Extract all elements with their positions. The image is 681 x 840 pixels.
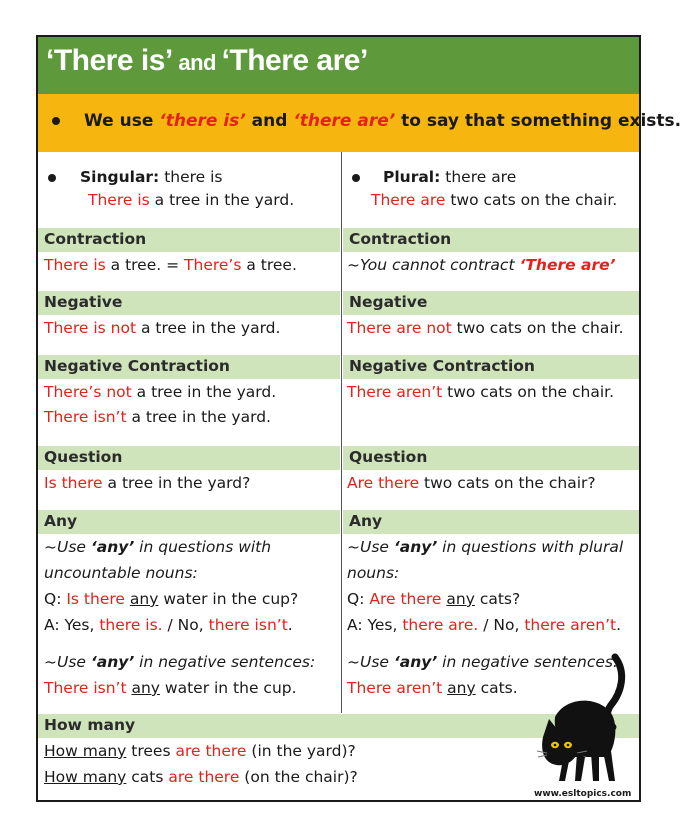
any-right-a-post: . — [616, 616, 622, 634]
any-right-q-post: cats? — [474, 590, 521, 608]
any-right-use2-any: ‘any’ — [393, 653, 438, 671]
how-many-line1-text2: (in the yard)? — [246, 742, 356, 760]
contraction-left-line — [44, 256, 297, 274]
question-right-line — [347, 474, 596, 492]
negative-left-line — [44, 319, 280, 337]
any-right-question — [347, 590, 520, 608]
plural-rest: there are — [440, 168, 517, 186]
intro-there-are: ‘there are’ — [293, 111, 396, 131]
negative-label-right: Negative — [349, 293, 428, 311]
bullet-icon — [52, 117, 60, 125]
how-many-line2-underline: How many — [44, 768, 127, 786]
question-left-red: Is there — [44, 474, 103, 492]
any-right-a-pre: A: Yes, — [347, 616, 403, 634]
contraction-band-right — [343, 228, 639, 252]
negative-label-left: Negative — [44, 293, 123, 311]
any-left-a-mid: / No, — [162, 616, 209, 634]
plural-heading — [383, 168, 516, 186]
negative-left-red: There is not — [44, 319, 137, 337]
contraction-right-text: ~You cannot contract — [347, 256, 520, 274]
title-there-is: ‘There is’ — [46, 44, 173, 77]
any-left-use1-post: in questions with — [134, 538, 272, 556]
any-right-use1-line2: nouns: — [347, 564, 400, 582]
contraction-label-right: Contraction — [349, 230, 452, 248]
any-left-answer — [44, 616, 293, 634]
singular-label: Singular: — [80, 168, 160, 186]
negative-contraction-right-line1 — [347, 383, 614, 401]
any-right-a-mid: / No, — [478, 616, 525, 634]
question-left-line — [44, 474, 250, 492]
singular-rest: there is — [159, 168, 223, 186]
intro-text — [84, 111, 681, 131]
any-band-left — [38, 510, 340, 534]
any-left-neg-any: any — [131, 679, 160, 697]
how-many-line1-red: are there — [175, 742, 247, 760]
negative-contraction-label-right: Negative Contraction — [349, 357, 535, 375]
intro-there-is: ‘there is’ — [159, 111, 246, 131]
question-band-left — [38, 446, 340, 470]
intro-mid: and — [245, 111, 294, 131]
plural-label: Plural: — [383, 168, 441, 186]
plural-example — [371, 191, 617, 209]
grammar-worksheet — [36, 35, 681, 802]
how-many-label: How many — [44, 716, 136, 734]
any-right-neg-red: There aren’t — [347, 679, 443, 697]
plural-example-rest: two cats on the chair. — [445, 191, 618, 209]
any-left-use2 — [44, 653, 315, 671]
how-many-line2 — [44, 768, 358, 786]
singular-example-red: There is — [88, 191, 150, 209]
contraction-left-red1: There is — [44, 256, 106, 274]
any-right-negative — [347, 679, 518, 697]
title-there-are: ‘There are’ — [221, 44, 368, 77]
contraction-left-red2: There’s — [184, 256, 242, 274]
contraction-band-left — [38, 228, 340, 252]
any-band-right — [343, 510, 639, 534]
negative-band-left — [38, 291, 340, 315]
any-right-q-pre: Q: — [347, 590, 370, 608]
any-left-use1 — [44, 538, 271, 556]
any-left-a-post: . — [287, 616, 293, 634]
any-left-neg-red: There isn’t — [44, 679, 127, 697]
any-right-a-red1: there are. — [402, 616, 479, 634]
intro-post: to say that something exists. — [395, 111, 681, 131]
singular-example-rest: a tree in the yard. — [149, 191, 295, 209]
site-url: www.esltopics.com — [534, 789, 632, 799]
any-left-use1-pre: ~Use — [44, 538, 91, 556]
contraction-right-red: ‘There are’ — [519, 256, 616, 274]
question-right-red: Are there — [347, 474, 420, 492]
negative-contraction-band-right — [343, 355, 639, 379]
any-left-neg-post: water in the cup. — [159, 679, 297, 697]
contraction-right-line — [347, 256, 616, 274]
question-label-left: Question — [44, 448, 123, 466]
any-right-use2-post: in negative sentences: — [437, 653, 619, 671]
contraction-left-text2: a tree. — [241, 256, 297, 274]
how-many-line1-text1: trees — [126, 742, 176, 760]
any-left-use1-line2: uncountable nouns: — [44, 564, 198, 582]
any-left-a-red1: there is. — [99, 616, 163, 634]
negative-contraction-right1-red: There aren’t — [347, 383, 443, 401]
plural-example-red: There are — [371, 191, 446, 209]
negative-contraction-right1-rest: two cats on the chair. — [442, 383, 615, 401]
negative-contraction-band-left — [38, 355, 340, 379]
any-right-use1-any: ‘any’ — [393, 538, 438, 556]
bullet-icon — [352, 174, 360, 182]
any-right-q-red: Are there — [369, 590, 442, 608]
any-left-q-post: water in the cup? — [158, 590, 299, 608]
negative-right-line — [347, 319, 624, 337]
negative-contraction-label-left: Negative Contraction — [44, 357, 230, 375]
any-left-negative — [44, 679, 297, 697]
any-right-answer — [347, 616, 621, 634]
any-label-right: Any — [349, 512, 383, 530]
singular-heading — [80, 168, 223, 186]
negative-contraction-left-line2 — [44, 408, 271, 426]
negative-contraction-left-line1 — [44, 383, 276, 401]
any-right-a-red2: there aren’t — [524, 616, 617, 634]
negative-left-rest: a tree in the yard. — [136, 319, 281, 337]
any-right-use1-post: in questions with plural — [437, 538, 624, 556]
any-left-q-pre: Q: — [44, 590, 67, 608]
any-left-q-any: any — [129, 590, 159, 608]
any-left-use1-any: ‘any’ — [90, 538, 135, 556]
singular-example — [88, 191, 294, 209]
negative-contraction-left2-rest: a tree in the yard. — [126, 408, 271, 426]
contraction-label-left: Contraction — [44, 230, 147, 248]
any-right-neg-any: any — [447, 679, 476, 697]
question-left-rest: a tree in the yard? — [102, 474, 251, 492]
question-label-right: Question — [349, 448, 428, 466]
negative-band-right — [343, 291, 639, 315]
any-right-use1 — [347, 538, 623, 556]
page-title — [46, 44, 368, 78]
any-left-use2-pre: ~Use — [44, 653, 91, 671]
how-many-line2-red: are there — [168, 768, 240, 786]
negative-contraction-left1-red: There’s not — [44, 383, 132, 401]
column-divider — [341, 152, 342, 713]
any-left-use2-post: in negative sentences: — [134, 653, 316, 671]
any-left-use2-any: ‘any’ — [90, 653, 135, 671]
any-left-a-pre: A: Yes, — [44, 616, 100, 634]
question-right-rest: two cats on the chair? — [419, 474, 596, 492]
intro-bar — [38, 94, 681, 152]
title-and: and — [172, 50, 222, 75]
contraction-left-text1: a tree. = — [105, 256, 185, 274]
any-left-a-red2: there isn’t — [208, 616, 288, 634]
how-many-line1 — [44, 742, 356, 760]
how-many-line2-text1: cats — [126, 768, 169, 786]
any-label-left: Any — [44, 512, 78, 530]
any-right-use1-pre: ~Use — [347, 538, 394, 556]
negative-right-red: There are not — [347, 319, 452, 337]
how-many-line2-text2: (on the chair)? — [239, 768, 358, 786]
any-left-question — [44, 590, 298, 608]
how-many-line1-underline: How many — [44, 742, 127, 760]
negative-contraction-left1-rest: a tree in the yard. — [131, 383, 277, 401]
intro-pre: We use — [84, 111, 160, 131]
black-cat-icon — [535, 653, 631, 791]
negative-right-rest: two cats on the chair. — [451, 319, 624, 337]
any-right-neg-post: cats. — [475, 679, 518, 697]
negative-contraction-left2-red: There isn’t — [44, 408, 127, 426]
question-band-right — [343, 446, 639, 470]
title-bar — [38, 37, 639, 94]
any-right-use2-pre: ~Use — [347, 653, 394, 671]
bullet-icon — [48, 174, 56, 182]
any-right-q-any: any — [446, 590, 475, 608]
any-left-q-red: Is there — [66, 590, 125, 608]
